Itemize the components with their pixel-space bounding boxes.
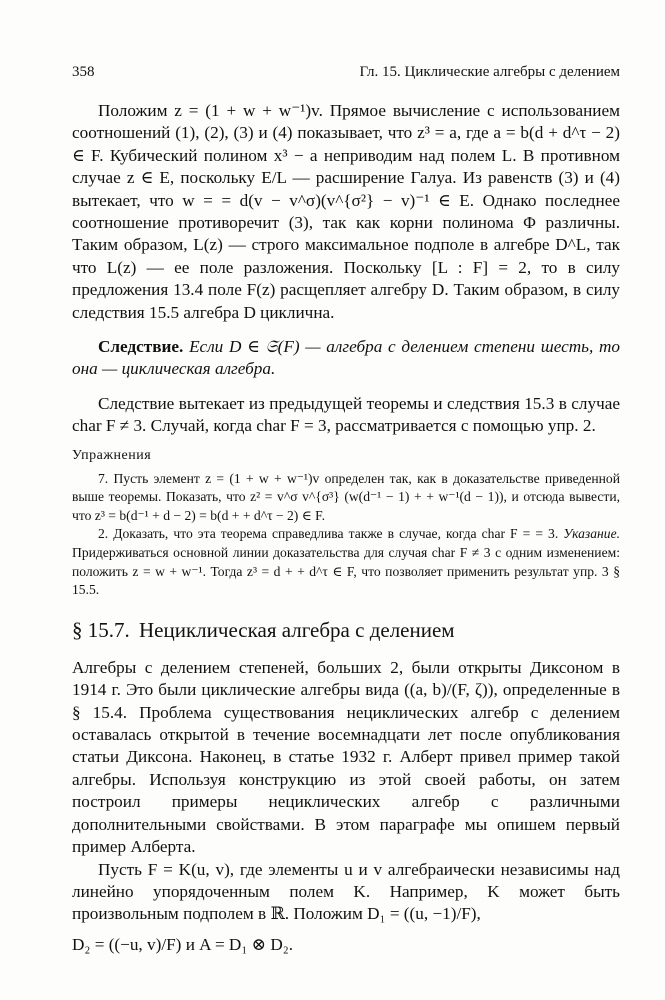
section-heading bbox=[72, 618, 620, 643]
exercise-1: 7. Пусть элемент z = (1 + w + w⁻¹)v определен так, как в доказательстве приведенной выше теоремы. Показать, что z² = v^σ v^{σ³} (w(d⁻¹ − 1) + + w⁻¹(d − 1)), и отсюда вывести, что z³ = b(d⁻¹ + d − 2) = b(d + + d^τ − 2) ∈ F. bbox=[72, 470, 620, 523]
exercise-2-rest: Придерживаться основной линии доказательства для случая char F ≠ 3 с одним изменением: положить z = w + w⁻¹. Тогда z³ = d + + d^τ ∈ F, что позволяет применить результат упр. 3 § 15.5. bbox=[72, 545, 620, 598]
exercise-2-hint-label: Указание. bbox=[563, 526, 620, 542]
page-header bbox=[72, 58, 620, 86]
page-number: 358 bbox=[72, 64, 95, 80]
section-number: § 15.7. bbox=[72, 617, 130, 642]
section-paragraph-2: Пусть F = K(u, v), где элементы u и v алгебраически независимы над линейно упорядоченным полем K. Например, K может быть произвольным подполем в ℝ. Положим D₁ = ((u, −1)/F), bbox=[72, 859, 620, 924]
exercise-2 bbox=[72, 525, 620, 599]
exercises-heading: Упражнения bbox=[72, 447, 152, 463]
exercise-2-main: 2. Доказать, что эта теорема справедлива также в случае, когда char F = = 3. bbox=[98, 526, 559, 542]
section-paragraph-1: Алгебры с делением степеней, больших 2, были открыты Диксоном в 1914 г. Это были циклические алгебры вида ((a, b)/(F, ζ)), определенные в § 15.4. Проблема существования нециклических алгебр с делением оставалась открытой в течение восемнадцати лет после опубликования статьи Диксона. Наконец, в статье 1932 г. Алберт привел пример такой алгебры. Используя конструкцию из этой своей работы, он затем построил примеры нециклических алгебр с различными дополнительными свойствами. В этом параграфе мы опишем первый пример Алберта. bbox=[72, 657, 620, 857]
corollary bbox=[72, 336, 620, 381]
book-page bbox=[72, 58, 620, 956]
proof-paragraph: Положим z = (1 + w + w⁻¹)v. Прямое вычисление с использованием соотношений (1), (2), (3) и (4) показывает, что z³ = a, где a = b(d + d^τ − 2) ∈ F. Кубический полином x³ − a неприводим над полем L. В противном случае z ∈ E, поскольку E/L — расширение Галуа. Из равенств (3) и (4) вытекает, что w = = d(v − v^σ)(v^{σ²} − v)⁻¹ ∈ E. Однако последнее соотношение противоречит (3), так как корни полинома Φ различны. Таким образом, L(z) — строго максимальное подполе в алгебре D^L, так что L(z) — ее поле разложения. Поскольку [L : F] = 2, то в силу предложения 13.4 поле F(z) расщепляет алгебру D. Таким образом, в силу следствия 15.5 алгебра D циклична. bbox=[72, 101, 620, 322]
corollary-proof: Следствие вытекает из предыдущей теоремы и следствия 15.3 в случае char F ≠ 3. Случай, когда char F = 3, рассматривается с помощью упр. 2. bbox=[72, 393, 620, 436]
running-title: Гл. 15. Циклические алгебры с делением bbox=[359, 64, 620, 80]
corollary-text: Если D ∈ 𝔖(F) — алгебра с делением степени шесть, то она — циклическая алгебра. bbox=[72, 337, 620, 379]
section-paragraph-3: D₂ = ((−u, v)/F) и A = D₁ ⊗ D₂. bbox=[72, 934, 294, 954]
corollary-label: Следствие. bbox=[98, 337, 184, 357]
section-title: Нециклическая алгебра с делением bbox=[139, 617, 455, 642]
